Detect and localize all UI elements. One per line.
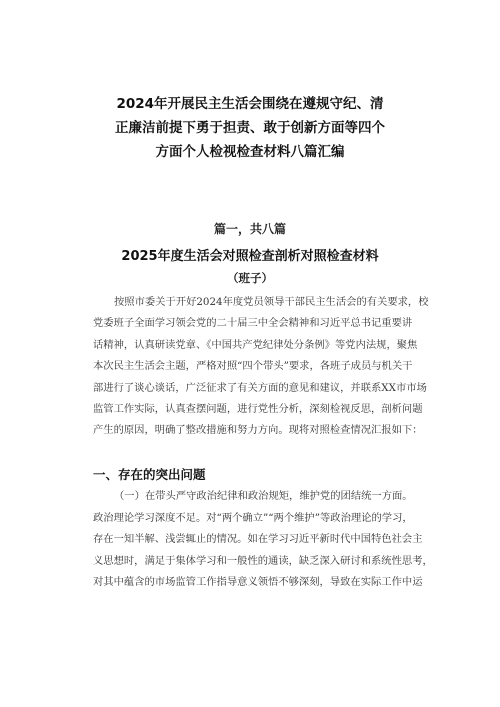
- body-line: 政治理论学习深度不足。对“两个确立”“两个维护”等政治理论的学习，: [93, 511, 413, 524]
- main-title-line: 2024年开展民主生活会围绕在遵规守纪、清: [116, 96, 384, 112]
- intro-line: 党委班子全面学习领会党的二十届三中全会精神和习近平总书记重要讲: [93, 317, 413, 330]
- intro-line: 部进行了谈心谈话，广泛征求了有关方面的意见和建议，并联系XX市市场: [93, 381, 427, 394]
- intro-line: 按照市委关于开好2024年度党员领导干部民主生活会的有关要求，校: [114, 296, 429, 308]
- document-title: 2025年度生活会对照检查剖析对照检查材料: [121, 249, 379, 264]
- body-line: （一）在带头严守政治纪律和政治规矩，维护党的团结统一方面。: [114, 490, 413, 502]
- intro-line: 产生的原因，明确了整改措施和努力方向。现将对照检查情况汇报如下：: [93, 424, 423, 437]
- main-title: [0, 92, 500, 164]
- body-line: 对其中蕴含的市场监管工作指导意义领悟不够深刻，导致在实际工作中运: [93, 576, 423, 589]
- section-heading: 一、存在的突出问题: [93, 467, 206, 482]
- body-line: 义思想时，满足于集体学习和一般性的通读，缺乏深入研讨和系统性思考，: [93, 554, 433, 567]
- intro-line: 本次民主生活会主题，严格对照“四个带头”要求，各班子成员与机关干: [93, 360, 413, 373]
- body-paragraph: [93, 486, 440, 594]
- intro-line: 话精神，认真研读党章、《中国共产党纪律处分条例》等党内法规，聚焦: [93, 338, 418, 351]
- main-title-line: 方面个人检视检查材料八篇汇编: [155, 144, 345, 160]
- main-title-line: 正廉洁前提下勇于担责、敢于创新方面等四个: [115, 120, 385, 136]
- unit-label: （班子）: [227, 271, 273, 285]
- chapter-label: 篇一，共八篇: [213, 222, 286, 236]
- intro-line: 监管工作实际，认真查摆问题，进行党性分析，深刻检视反思，剖析问题: [93, 403, 423, 416]
- intro-paragraph: [93, 292, 429, 442]
- body-line: 存在一知半解、浅尝辄止的情况。如在学习习近平新时代中国特色社会主: [93, 533, 423, 546]
